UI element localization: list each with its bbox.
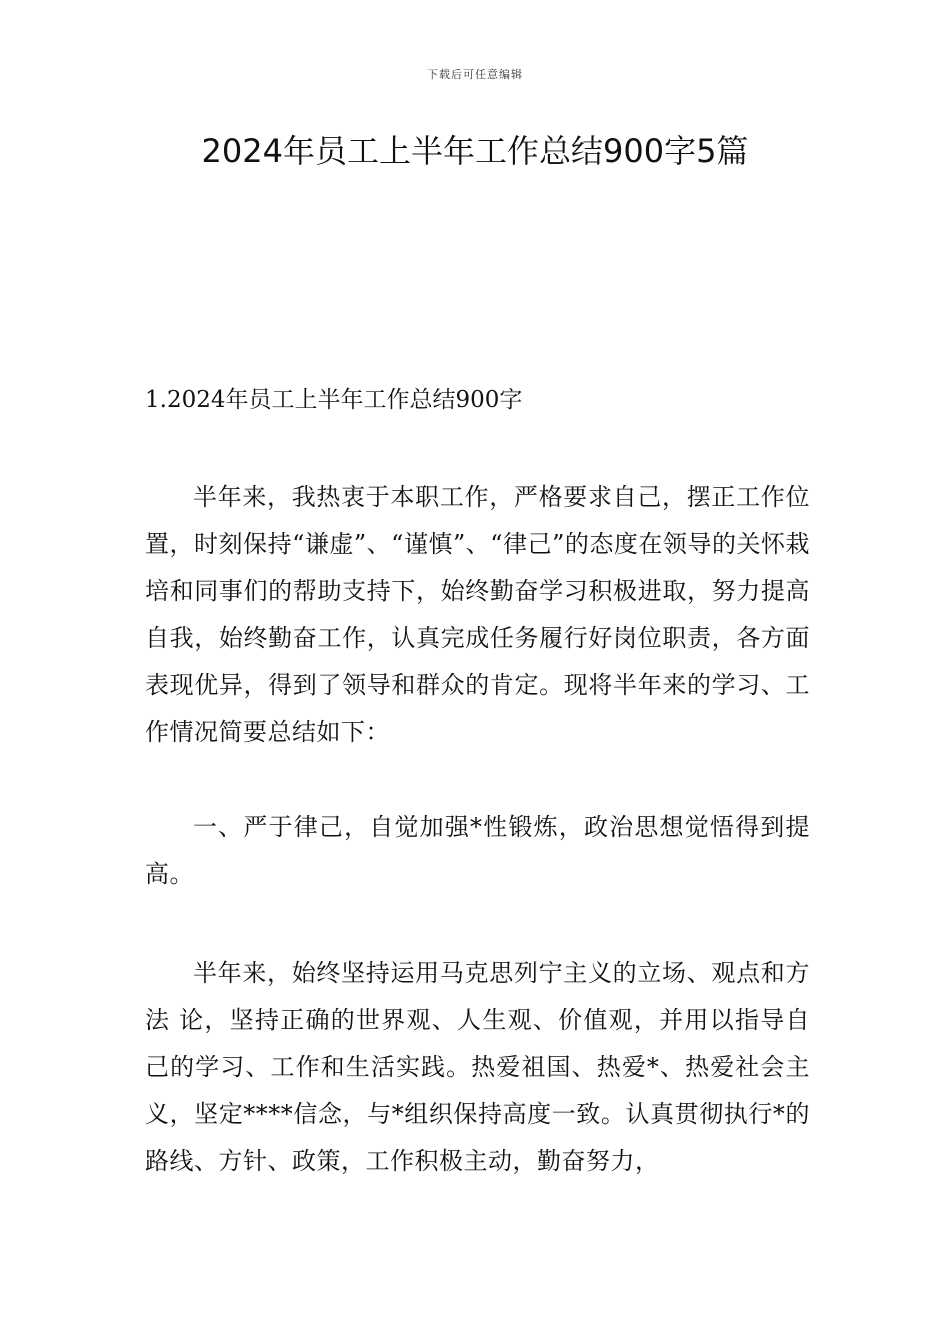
paragraph-intro: 半年来，我热衷于本职工作，严格要求自己，摆正工作位置，时刻保持“谦虚”、“谨慎”、“律己”的态度在领导的关怀栽培和同事们的帮助支持下，始终勤奋学习积极进取，努力提高自我，始终勤奋工作，认真完成任务履行好岗位职责，各方面表现优异，得到了领导和群众的肯定。现将半年来的学习、工作情况简要总结如下：: [145, 483, 810, 746]
spacer: [145, 756, 810, 804]
paragraph-subheading: 一、严于律己，自觉加强*性锻炼，政治思想觉悟得到提高。: [145, 813, 810, 888]
header-note: 下载后可任意编辑: [427, 68, 523, 81]
spacer: [145, 420, 810, 474]
spacer: [145, 898, 810, 950]
paragraph-body: 半年来，始终坚持运用马克思列宁主义的立场、观点和方法 论，坚持正确的世界观、人生观、价值观，并用以指导自己的学习、工作和生活实践。热爱祖国、热爱*、热爱社会主义，坚定****信念，与*组织保持高度一致。认真贯彻执行*的路线、方针、政策，工作积极主动，勤奋努力，: [145, 959, 810, 1175]
document-title: 2024年员工上半年工作总结900字5篇: [201, 132, 749, 170]
section-heading: 1.2024年员工上半年工作总结900字: [145, 387, 523, 413]
document-body: [145, 380, 810, 1185]
